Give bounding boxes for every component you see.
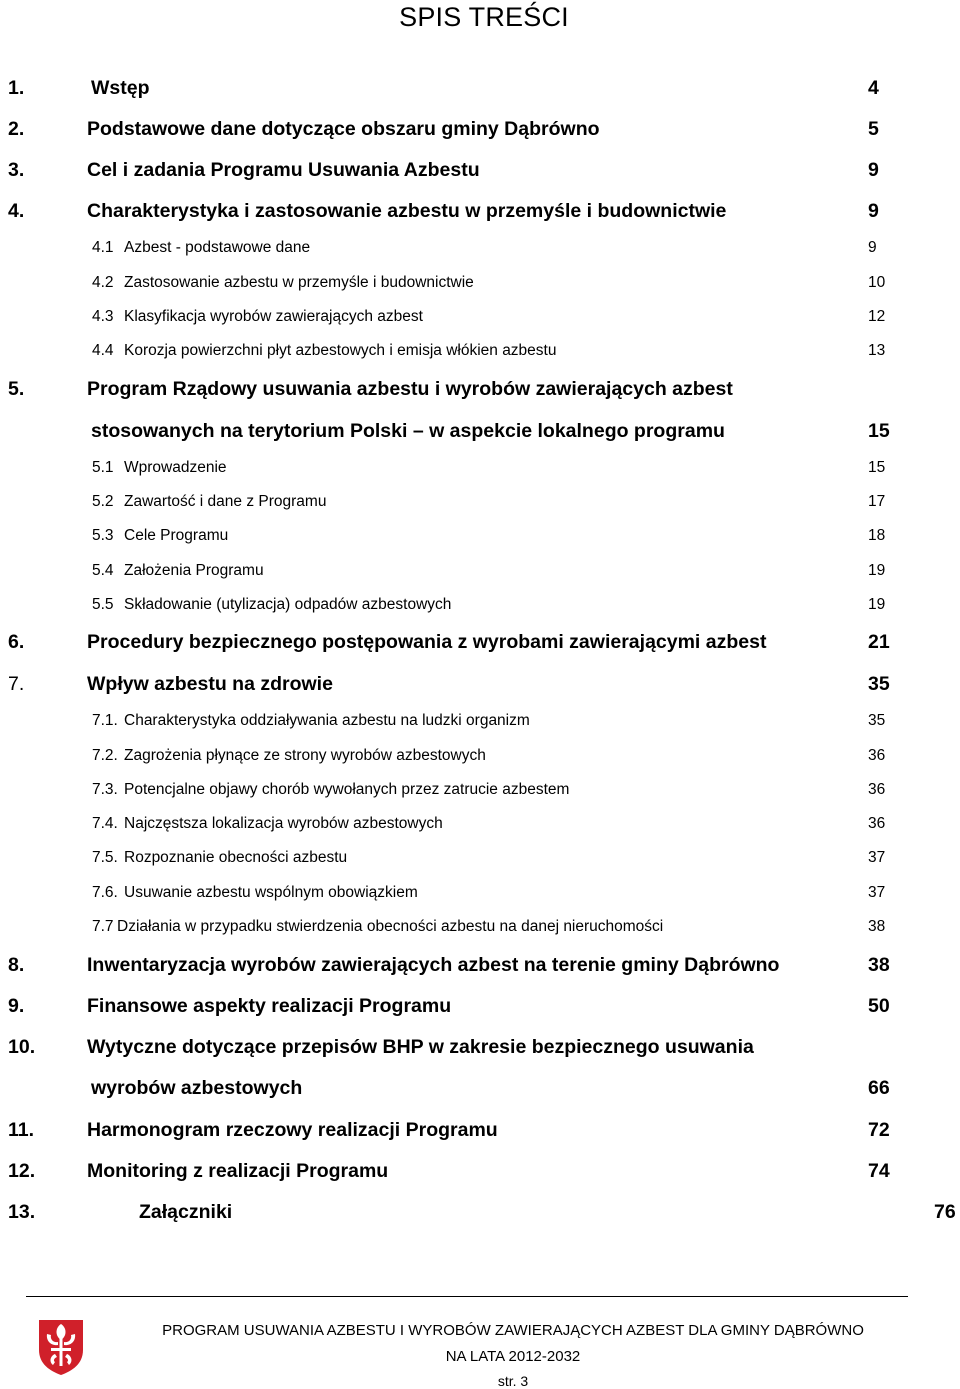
toc-entry-number: 13.	[8, 1201, 36, 1223]
toc-subentry[interactable]	[0, 747, 960, 777]
toc-entry-title: Monitoring z realizacji Programu	[87, 1160, 389, 1182]
toc-entry-number: 3.	[8, 159, 25, 181]
toc-entry-title: Wpływ azbestu na zdrowie	[87, 673, 333, 695]
toc-entry[interactable]	[0, 1036, 960, 1066]
toc-subentry[interactable]	[0, 781, 960, 811]
toc-entry-number: 12.	[8, 1160, 36, 1182]
toc-entry-title: Charakterystyka oddziaływania azbestu na ludzki organizm	[124, 712, 530, 729]
toc-entry-number: 1.	[8, 77, 25, 99]
toc-entry-title: Klasyfikacja wyrobów zawierających azbest	[124, 308, 423, 325]
toc-entry-title: Zagrożenia płynące ze strony wyrobów azbestowych	[124, 747, 486, 764]
toc-entry-page: 17	[868, 493, 886, 510]
toc-entry[interactable]	[0, 673, 960, 703]
toc-entry-continuation[interactable]	[0, 420, 960, 450]
toc-subentry[interactable]	[0, 884, 960, 914]
page-title: SPIS TREŚCI	[399, 2, 569, 32]
toc-entry-page: 15	[868, 459, 886, 476]
toc-entry-title: Cele Programu	[124, 527, 229, 544]
toc-entry-number: 5.2	[92, 493, 114, 510]
toc-entry-number: 7.3.	[92, 781, 118, 798]
toc-entry-page: 9	[868, 200, 879, 222]
toc-entry[interactable]	[0, 200, 960, 230]
toc-entry-page: 9	[868, 159, 879, 181]
toc-entry-number: 5.4	[92, 562, 114, 579]
toc-entry-number: 4.4	[92, 342, 114, 359]
toc-entry-number: 7.5.	[92, 849, 118, 866]
toc-entry-page: 21	[868, 631, 890, 653]
toc-entry[interactable]	[0, 77, 960, 107]
toc-subentry[interactable]	[0, 459, 960, 489]
toc-entry-page: 66	[868, 1077, 890, 1099]
toc-entry-page: 13	[868, 342, 886, 359]
toc-entry-title: Składowanie (utylizacja) odpadów azbestowych	[124, 596, 452, 613]
toc-entry-page: 5	[868, 118, 879, 140]
toc-entry-title: Charakterystyka i zastosowanie azbestu w przemyśle i budownictwie	[87, 200, 727, 222]
toc-subentry[interactable]	[0, 712, 960, 742]
toc-entry-number: 7.1.	[92, 712, 118, 729]
toc-subentry[interactable]	[0, 527, 960, 557]
toc-entry[interactable]	[0, 631, 960, 661]
toc-entry-number: 4.	[8, 200, 25, 222]
toc-subentry[interactable]	[0, 918, 960, 948]
toc-entry-number: 2.	[8, 118, 25, 140]
toc-entry[interactable]	[0, 118, 960, 148]
toc-entry-title: Założenia Programu	[124, 562, 264, 579]
toc-entry-title: Cel i zadania Programu Usuwania Azbestu	[87, 159, 480, 181]
toc-subentry[interactable]	[0, 493, 960, 523]
toc-entry[interactable]	[0, 1201, 960, 1231]
toc-entry-number: 5.3	[92, 527, 114, 544]
toc-entry-title: Rozpoznanie obecności azbestu	[124, 849, 348, 866]
toc-entry-title: Finansowe aspekty realizacji Programu	[87, 995, 452, 1017]
toc-entry-title: Wprowadzenie	[124, 459, 227, 476]
toc-entry-page: 38	[868, 954, 890, 976]
toc-entry-number: 5.5	[92, 596, 114, 613]
toc-entry[interactable]	[0, 1160, 960, 1190]
toc-entry-title: Inwentaryzacja wyrobów zawierających azbest na terenie gminy Dąbrówno	[87, 954, 780, 976]
toc-entry-page: 19	[868, 596, 886, 613]
toc-entry-page: 35	[868, 673, 890, 695]
toc-entry[interactable]	[0, 954, 960, 984]
toc-entry-title: Program Rządowy usuwania azbestu i wyrobów zawierających azbest	[87, 378, 733, 400]
toc-entry-title: Procedury bezpiecznego postępowania z wyrobami zawierającymi azbest	[87, 631, 767, 653]
footer-program-title: PROGRAM USUWANIA AZBESTU I WYROBÓW ZAWIERAJĄCYCH AZBEST DLA GMINY DĄBRÓWNO	[162, 1322, 864, 1339]
toc-entry-page: 4	[868, 77, 879, 99]
toc-entry-title: Wstęp	[91, 77, 150, 99]
toc-entry-number: 4.2	[92, 274, 114, 291]
toc-entry-number: 7.4.	[92, 815, 118, 832]
toc-entry-number: 8.	[8, 954, 25, 976]
toc-entry-title: Potencjalne objawy chorób wywołanych przez zatrucie azbestem	[124, 781, 570, 798]
footer-years: NA LATA 2012-2032	[445, 1348, 581, 1365]
toc-entry-number: 7.7	[92, 918, 114, 935]
toc-entry-page: 36	[868, 781, 886, 798]
toc-entry-title: Działania w przypadku stwierdzenia obecności azbestu na danej nieruchomości	[117, 918, 664, 935]
footer-page-number: str. 3	[497, 1373, 529, 1389]
footer-divider	[26, 1296, 908, 1297]
toc-entry-number: 7.2.	[92, 747, 118, 764]
toc-entry-title: Wytyczne dotyczące przepisów BHP w zakresie bezpiecznego usuwania	[87, 1036, 754, 1058]
toc-entry-page: 36	[868, 815, 886, 832]
toc-entry-title: Korozja powierzchni płyt azbestowych i emisja włókien azbestu	[124, 342, 557, 359]
toc-entry-title: stosowanych na terytorium Polski – w aspekcie lokalnego programu	[91, 420, 725, 442]
toc-subentry[interactable]	[0, 274, 960, 304]
toc-entry-title: Podstawowe dane dotyczące obszaru gminy Dąbrówno	[87, 118, 600, 140]
toc-entry-number: 10.	[8, 1036, 36, 1058]
toc-subentry[interactable]	[0, 342, 960, 372]
toc-entry[interactable]	[0, 1119, 960, 1149]
toc-subentry[interactable]	[0, 815, 960, 845]
toc-entry-title: Usuwanie azbestu wspólnym obowiązkiem	[124, 884, 418, 901]
toc-subentry[interactable]	[0, 596, 960, 626]
toc-entry-page: 12	[868, 308, 886, 325]
toc-entry-number: 9.	[8, 995, 25, 1017]
toc-entry-title: wyrobów azbestowych	[91, 1077, 303, 1099]
toc-entry[interactable]	[0, 159, 960, 189]
toc-entry-page: 10	[868, 274, 886, 291]
toc-entry-title: Azbest - podstawowe dane	[124, 239, 311, 256]
toc-subentry[interactable]	[0, 308, 960, 338]
toc-entry-page: 37	[868, 849, 886, 866]
toc-entry[interactable]	[0, 995, 960, 1025]
toc-entry-page: 72	[868, 1119, 890, 1141]
toc-entry-continuation[interactable]	[0, 1077, 960, 1107]
toc-entry-page: 76	[934, 1201, 956, 1223]
toc-entry-title: Zawartość i dane z Programu	[124, 493, 327, 510]
toc-entry[interactable]	[0, 378, 960, 408]
toc-entry-page: 38	[868, 918, 886, 935]
toc-entry-page: 74	[868, 1160, 890, 1182]
toc-entry-number: 5.1	[92, 459, 114, 476]
toc-entry-page: 18	[868, 527, 886, 544]
toc-entry-number: 4.1	[92, 239, 114, 256]
toc-entry-number: 5.	[8, 378, 25, 400]
toc-entry-number: 11.	[8, 1119, 35, 1141]
toc-entry-number: 7.6.	[92, 884, 118, 901]
toc-entry-number: 6.	[8, 631, 25, 653]
toc-entry-page: 19	[868, 562, 886, 579]
toc-subentry[interactable]	[0, 239, 960, 269]
toc-entry-page: 37	[868, 884, 886, 901]
toc-entry-number: 4.3	[92, 308, 114, 325]
toc-entry-page: 15	[868, 420, 890, 442]
toc-entry-title: Załączniki	[139, 1201, 233, 1223]
toc-entry-page: 36	[868, 747, 886, 764]
toc-entry-page: 50	[868, 995, 890, 1017]
toc-entry-title: Zastosowanie azbestu w przemyśle i budownictwie	[124, 274, 474, 291]
toc-entry-title: Harmonogram rzeczowy realizacji Programu	[87, 1119, 498, 1141]
toc-entry-page: 35	[868, 712, 886, 729]
toc-entry-title: Najczęstsza lokalizacja wyrobów azbestowych	[124, 815, 443, 832]
toc-subentry[interactable]	[0, 562, 960, 592]
toc-entry-page: 9	[868, 239, 877, 256]
toc-subentry[interactable]	[0, 849, 960, 879]
toc-entry-number: 7.	[8, 673, 25, 695]
